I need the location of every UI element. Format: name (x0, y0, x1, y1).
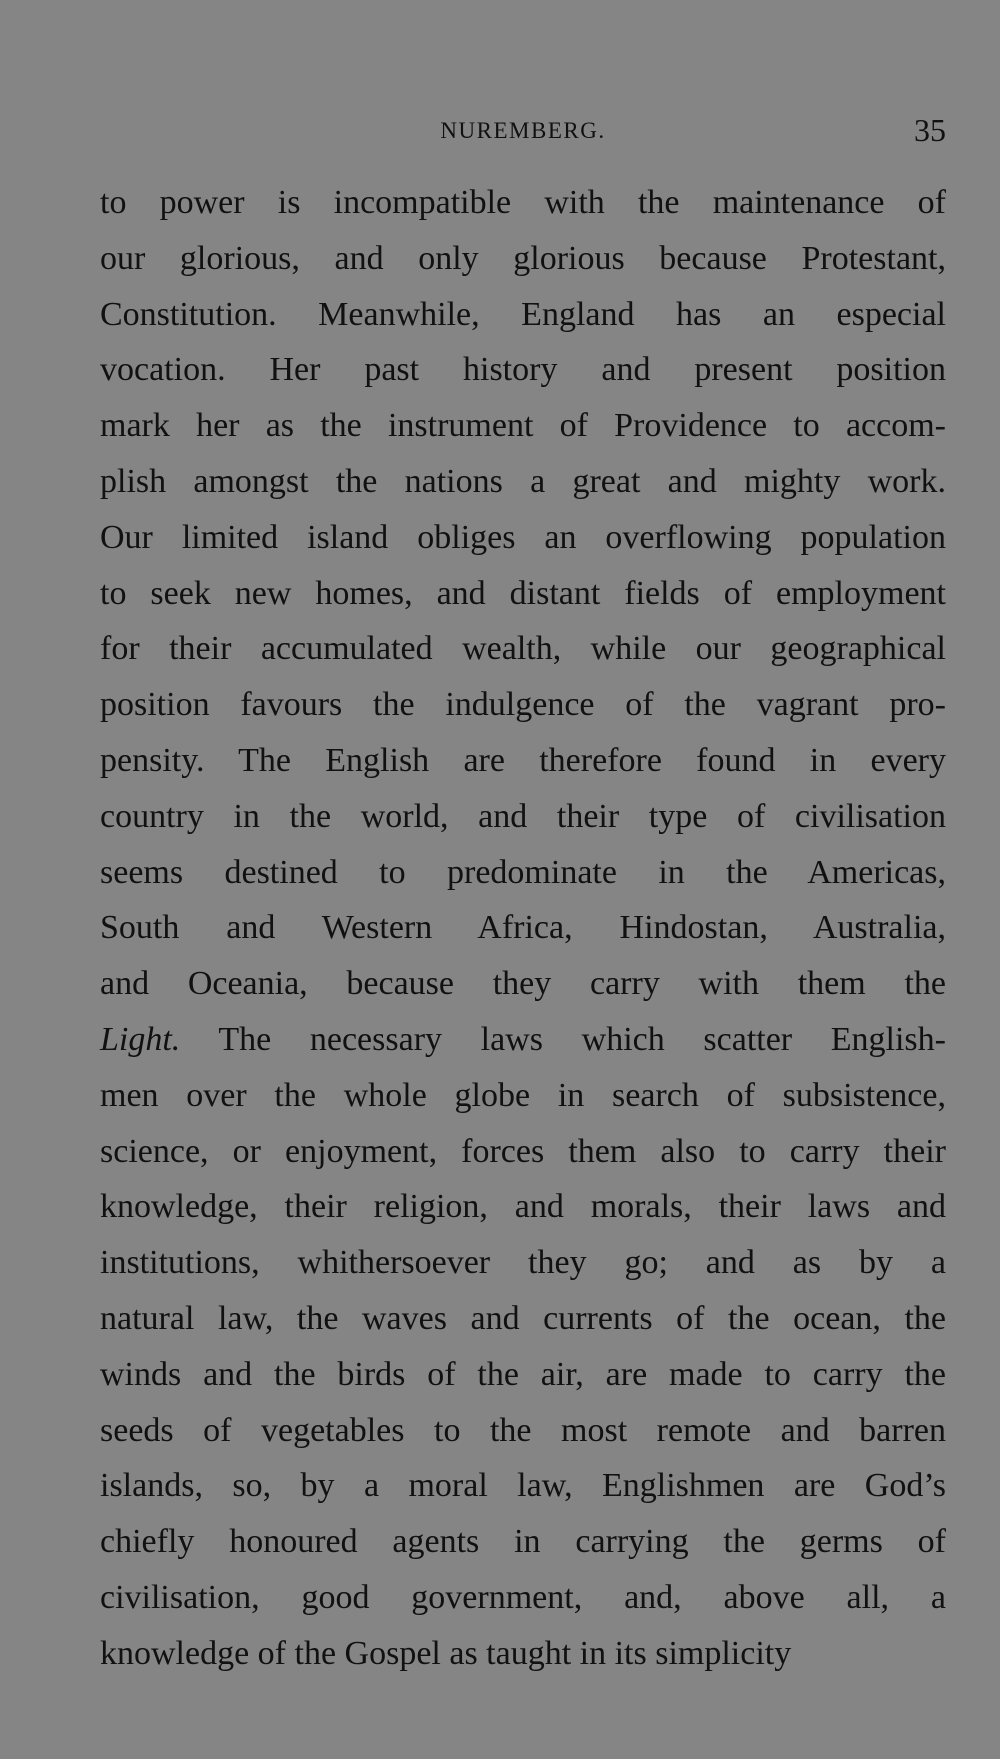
text-line: plish amongst the nations a great and mighty work. (100, 462, 946, 500)
text-line: civilisation, good government, and, above all, a (100, 1578, 946, 1616)
text-line: to seek new homes, and distant fields of employment (100, 574, 946, 612)
text-line: knowledge of the Gospel as taught in its simplicity (100, 1634, 792, 1672)
text-line: winds and the birds of the air, are made to carry the (100, 1355, 946, 1393)
text-line: mark her as the instrument of Providence to accom- (100, 407, 946, 445)
text-line: Our limited island obliges an overflowing population (100, 518, 946, 556)
text-line: seeds of vegetables to the most remote and barren (100, 1411, 946, 1449)
text-line: for their accumulated wealth, while our geographical (100, 630, 946, 668)
italic-word: Light. (100, 1020, 181, 1058)
text-line: country in the world, and their type of civilisation (100, 797, 946, 835)
text-line: chiefly honoured agents in carrying the germs of (100, 1523, 946, 1561)
text-line: South and Western Africa, Hindostan, Australia, (100, 909, 946, 947)
text-line: pensity. The English are therefore found in every (100, 741, 946, 779)
text-line: Constitution. Meanwhile, England has an especial (100, 295, 946, 333)
text-line: seems destined to predominate in the Americas, (100, 853, 946, 891)
page-number: 35 (914, 112, 946, 148)
text-line (100, 1012, 946, 1068)
text-line: our glorious, and only glorious because Protestant, (100, 239, 946, 277)
text-line-rest: The necessary laws which scatter English- (180, 1020, 946, 1058)
text-line: islands, so, by a moral law, Englishmen are God’s (100, 1467, 946, 1505)
running-title: NUREMBERG. (440, 118, 606, 143)
text-line: position favours the indulgence of the vagrant pro- (100, 686, 946, 724)
body-text (100, 175, 946, 1682)
text-line: institutions, whithersoever they go; and as by a (100, 1244, 946, 1282)
text-line: natural law, the waves and currents of the ocean, the (100, 1299, 946, 1337)
text-line: knowledge, their religion, and morals, their laws and (100, 1188, 946, 1226)
text-line: and Oceania, because they carry with them the (100, 965, 946, 1003)
text-line: men over the whole globe in search of subsistence, (100, 1076, 946, 1114)
text-line: to power is incompatible with the maintenance of (100, 184, 946, 221)
text-line: science, or enjoyment, forces them also to carry their (100, 1132, 946, 1170)
text-line: vocation. Her past history and present position (100, 351, 946, 389)
running-head (100, 112, 946, 156)
